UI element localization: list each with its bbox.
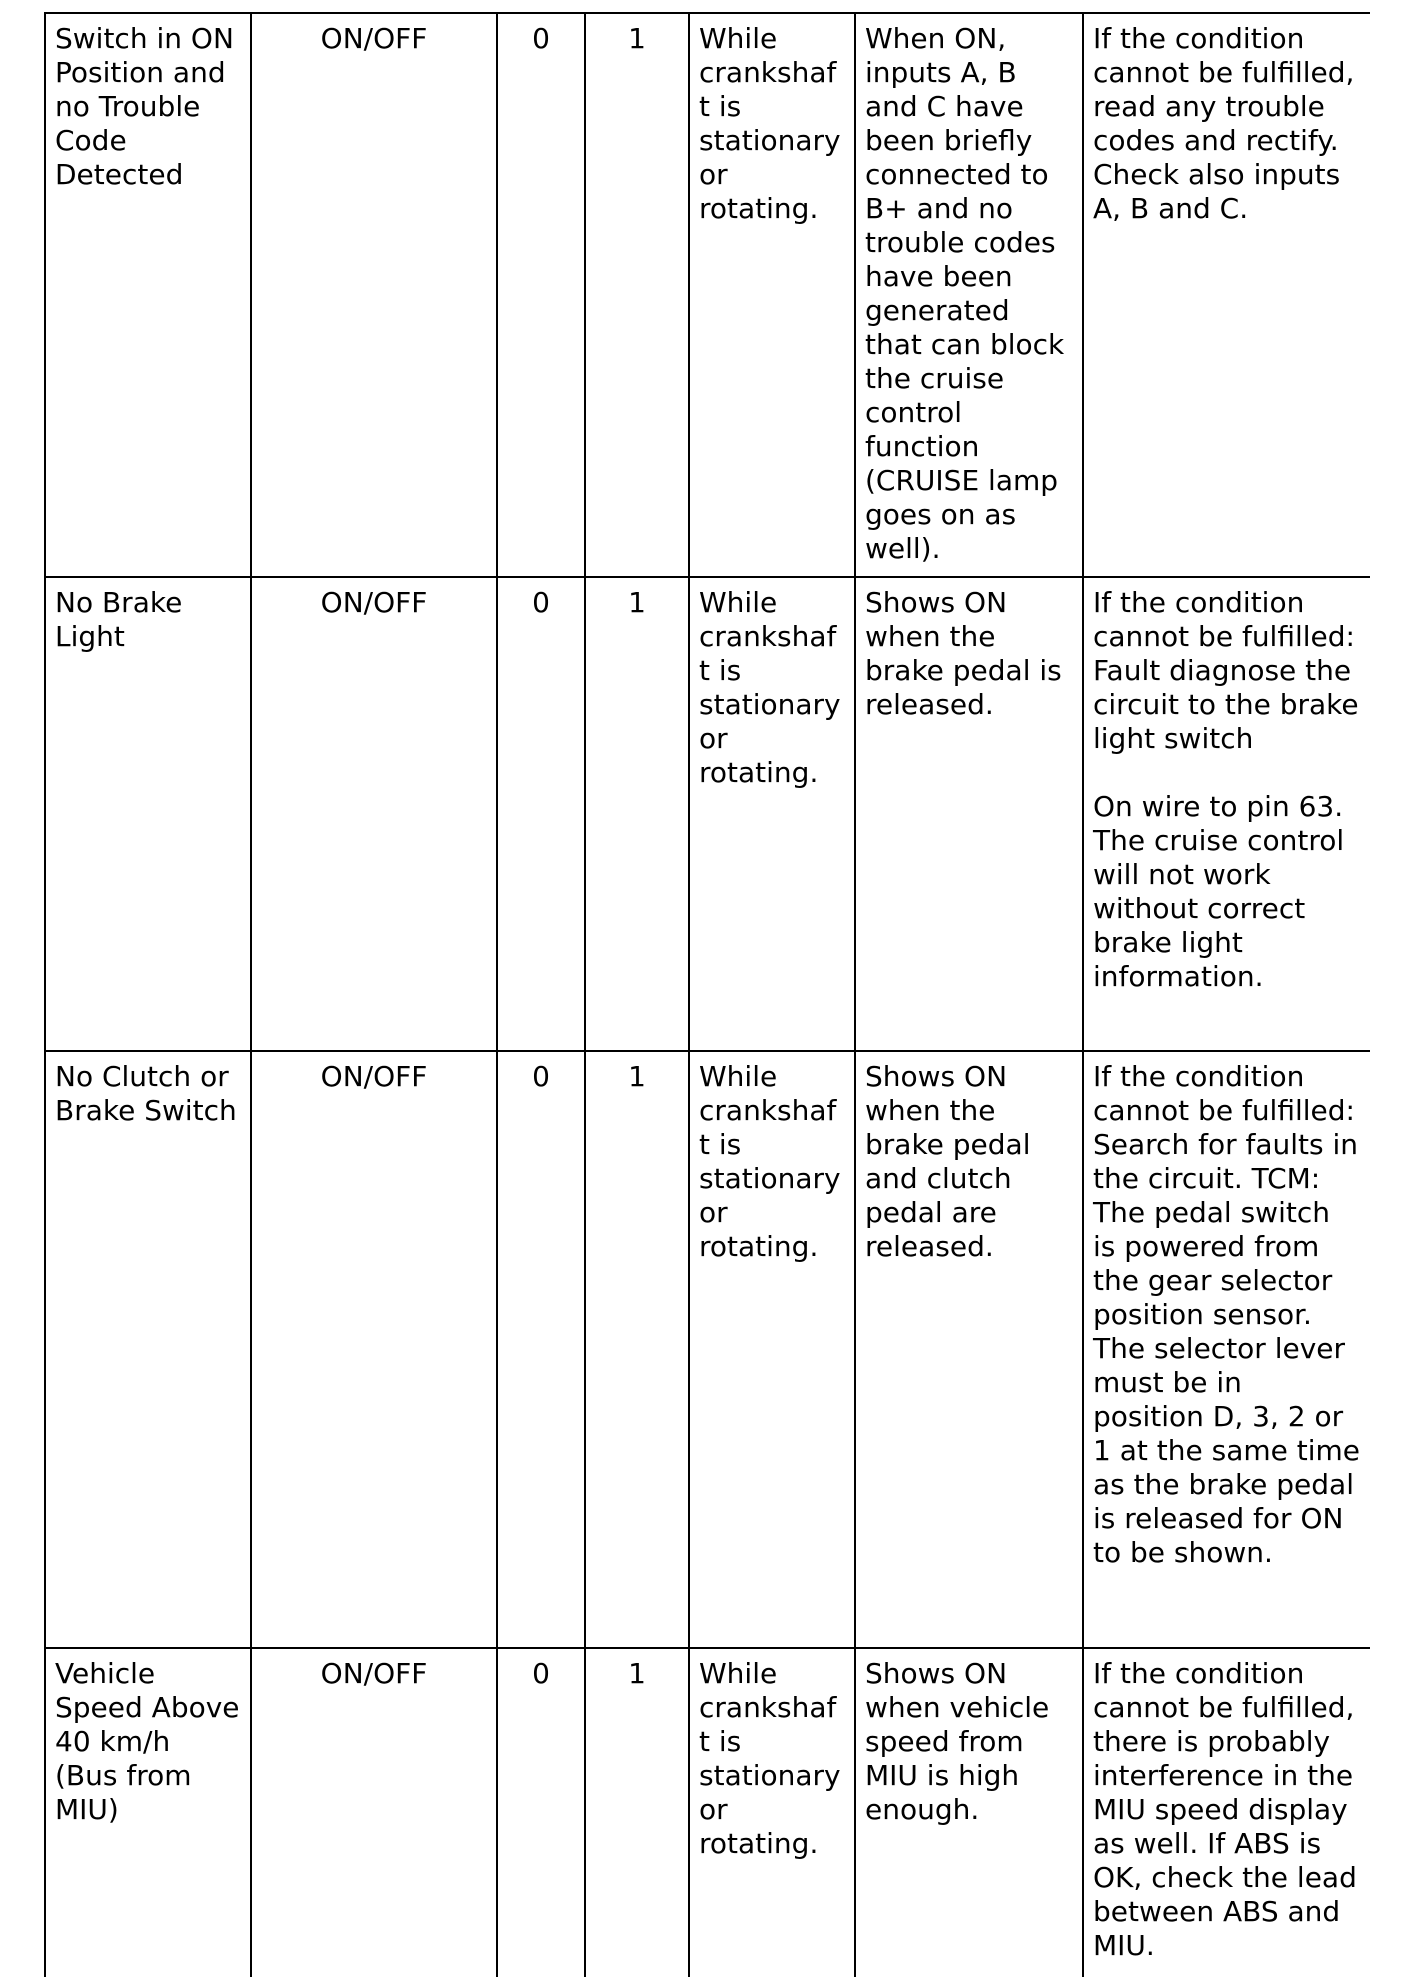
description-cell: Shows ON when the brake pedal is released. <box>855 577 1083 1051</box>
min-value-cell: 0 <box>497 13 585 577</box>
max-value-cell: 1 <box>585 577 689 1051</box>
max-value-cell: 1 <box>585 1648 689 1977</box>
action-cell: If the condition cannot be fulfilled: Search for faults in the circuit. TCM: The pedal switch is powered from the gear selector position sensor. The selector lever must be in position D, 3, 2 or 1 at the same time as the brake pedal is released for ON to be shown. <box>1083 1051 1370 1648</box>
condition-cell: While crankshaft is stationary or rotating. <box>689 1051 855 1648</box>
condition-cell: While crankshaft is stationary or rotating. <box>689 1648 855 1977</box>
parameter-cell: No Clutch or Brake Switch <box>45 1051 251 1648</box>
condition-cell: While crankshaft is stationary or rotating. <box>689 13 855 577</box>
min-value-cell: 0 <box>497 577 585 1051</box>
display-type-cell: ON/OFF <box>251 13 497 577</box>
table-row <box>45 1051 1370 1648</box>
diagnostic-parameter-table <box>44 12 1370 1977</box>
max-value-cell: 1 <box>585 13 689 577</box>
table-row <box>45 577 1370 1051</box>
max-value-cell: 1 <box>585 1051 689 1648</box>
description-cell: Shows ON when the brake pedal and clutch pedal are released. <box>855 1051 1083 1648</box>
parameter-cell: Switch in ON Position and no Trouble Code Detected <box>45 13 251 577</box>
parameter-cell: No Brake Light <box>45 577 251 1051</box>
description-cell: Shows ON when vehicle speed from MIU is high enough. <box>855 1648 1083 1977</box>
display-type-cell: ON/OFF <box>251 577 497 1051</box>
condition-cell: While crankshaft is stationary or rotating. <box>689 577 855 1051</box>
table-row <box>45 13 1370 577</box>
action-cell: If the condition cannot be fulfilled, read any trouble codes and rectify. Check also inputs A, B and C. <box>1083 13 1370 577</box>
table-row <box>45 1648 1370 1977</box>
action-cell: If the condition cannot be fulfilled: Fault diagnose the circuit to the brake light switch On wire to pin 63. The cruise control will not work without correct brake light information. <box>1083 577 1370 1051</box>
min-value-cell: 0 <box>497 1051 585 1648</box>
action-cell: If the condition cannot be fulfilled, there is probably interference in the MIU speed display as well. If ABS is OK, check the lead between ABS and MIU. <box>1083 1648 1370 1977</box>
display-type-cell: ON/OFF <box>251 1648 497 1977</box>
min-value-cell: 0 <box>497 1648 585 1977</box>
parameter-cell: Vehicle Speed Above 40 km/h (Bus from MIU) <box>45 1648 251 1977</box>
document-page <box>44 12 1370 1977</box>
description-cell: When ON, inputs A, B and C have been briefly connected to B+ and no trouble codes have been generated that can block the cruise control function (CRUISE lamp goes on as well). <box>855 13 1083 577</box>
display-type-cell: ON/OFF <box>251 1051 497 1648</box>
